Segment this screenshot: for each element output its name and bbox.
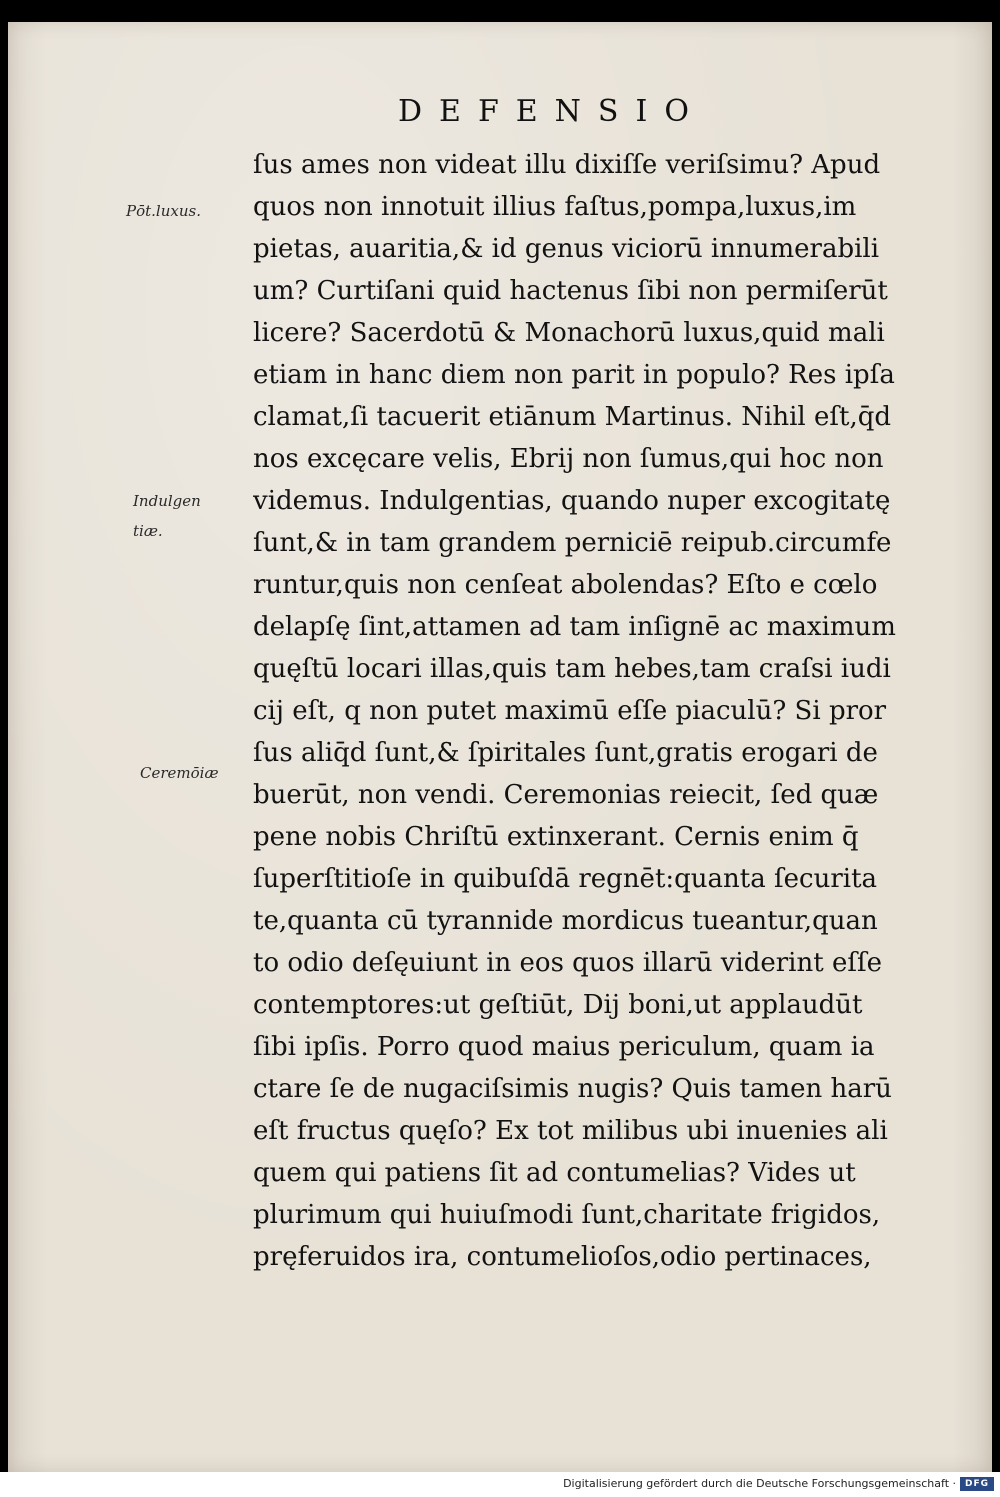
- text-line: eſt fructus quęſo? Ex tot milibus ubi inuenies ali: [253, 1116, 888, 1146]
- text-line: pene nobis Chriſtū extinxerant. Cernis enim q̄: [253, 822, 859, 852]
- text-line: buerūt, non vendi. Ceremonias reiecit, ſed quæ: [253, 780, 879, 810]
- margin-note-ceremoniae: Ceremōiæ: [140, 764, 219, 782]
- book-page: [8, 22, 992, 1472]
- text-line: cij eſt, q non putet maximū eſſe piaculū? Si pror: [253, 696, 887, 726]
- margin-note-pot-luxus: Pōt.luxus.: [126, 202, 201, 220]
- text-line: ſunt,& in tam grandem perniciē reipub.circumfe: [253, 528, 892, 558]
- text-line: plurimum qui huiuſmodi ſunt,charitate frigidos,: [253, 1200, 881, 1230]
- text-line: pietas, auaritia,& id genus viciorū innumerabili: [253, 234, 880, 264]
- text-line: nos excęcare velis, Ebrij non ſumus,qui hoc non: [253, 444, 884, 474]
- running-head: DEFENSIO: [398, 94, 706, 129]
- text-line: ſibi ipſis. Porro quod maius periculum, quam ia: [253, 1032, 875, 1062]
- text-line: ſus aliq̄d ſunt,& ſpiritales ſunt,gratis erogari de: [253, 738, 878, 768]
- text-line: licere? Sacerdotū & Monachorū luxus,quid mali: [253, 318, 885, 348]
- text-line: etiam in hanc diem non parit in populo? Res ipſa: [253, 360, 895, 390]
- text-line: te,quanta cū tyrannide mordicus tueantur,quan: [253, 906, 878, 936]
- text-line: contemptores:ut geſtiūt, Dij boni,ut applaudūt: [253, 990, 863, 1020]
- text-line: ſuperſtitioſe in quibuſdā regnēt:quanta ſecurita: [253, 864, 878, 894]
- funding-credit: Digitalisierung gefördert durch die Deutsche Forschungsgemeinschaft ·: [563, 1477, 956, 1490]
- body-text: [253, 144, 943, 1278]
- text-line: ſus ames non videat illu dixiſſe veriſsimu? Apud: [253, 150, 881, 180]
- text-line: quęſtū locari illas,quis tam hebes,tam craſsi iudi: [253, 654, 891, 684]
- text-line: ctare ſe de nugaciſsimis nugis? Quis tamen harū: [253, 1074, 892, 1104]
- text-line: pręferuidos ira, contumelioſos,odio pertinaces,: [253, 1242, 872, 1272]
- footer-bar: [0, 1472, 1000, 1497]
- text-line: runtur,quis non cenſeat abolendas? Eſto e cœlo: [253, 570, 878, 600]
- text-line: delapſę ſint,attamen ad tam inſignē ac maximum: [253, 612, 896, 642]
- text-line: quos non innotuit illius faſtus,pompa,luxus,im: [253, 192, 857, 222]
- margin-note-indulgentiae: Indulgen: [133, 492, 201, 510]
- text-line: clamat,ſi tacuerit etiānum Martinus. Nihil eſt,q̄d: [253, 402, 892, 432]
- text-line: um? Curtiſani quid hactenus ſibi non permiſerūt: [253, 276, 888, 306]
- text-line: videmus. Indulgentias, quando nuper excogitatę: [253, 486, 891, 516]
- text-line: to odio deſęuiunt in eos quos illarū viderint eſſe: [253, 948, 882, 978]
- margin-note-indulgentiae-cont: tiæ.: [133, 522, 163, 540]
- dfg-logo: DFG: [960, 1477, 994, 1491]
- text-line: quem qui patiens ſit ad contumelias? Vides ut: [253, 1158, 856, 1188]
